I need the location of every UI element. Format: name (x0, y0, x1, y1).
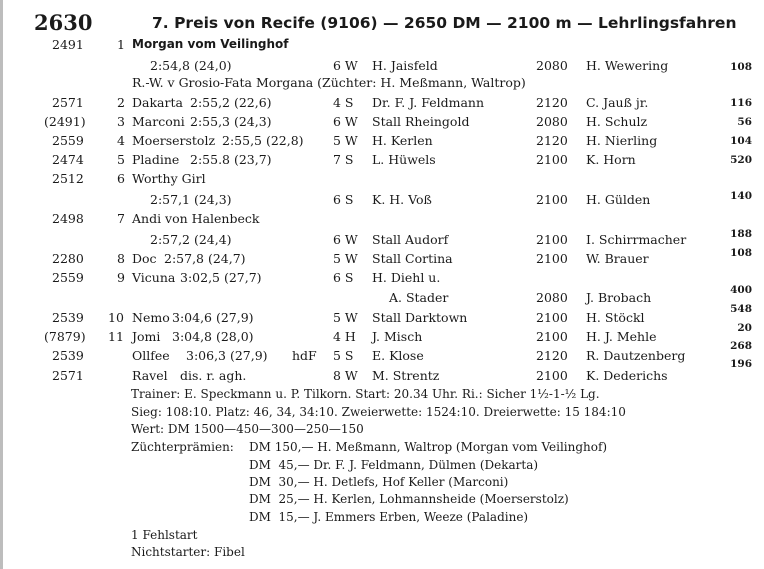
prev-race: 2571 (52, 95, 84, 110)
owner: Stall Darktown (372, 310, 468, 325)
horse-age-sex: 6 S (333, 192, 354, 207)
horse-name: Pladine (132, 152, 180, 167)
breeder-prize: DM 150,— H. Meßmann, Waltrop (Morgan vom Veilinghof) (249, 440, 608, 454)
race-time: dis. r. agh. (180, 368, 247, 383)
horse-age-sex: 8 W (333, 368, 358, 383)
prev-race: 2498 (52, 211, 84, 226)
quote: 108 (730, 61, 752, 73)
driver: H. Schulz (586, 114, 648, 129)
breeder-prize: DM 45,— Dr. F. J. Feldmann, Dülmen (Dekarta) (249, 458, 539, 472)
payout-line: Sieg: 108:10. Platz: 46, 34, 34:10. Zweierwette: 1524:10. Dreierwette: 15 184:10 (131, 405, 626, 419)
finish-position: 10 (108, 310, 124, 325)
owner: Stall Rheingold (372, 114, 470, 129)
non-starters-note: Nichtstarter: Fibel (131, 545, 245, 559)
distance: 2100 (536, 192, 568, 207)
prev-race: 2571 (52, 368, 84, 383)
horse-age-sex: 6 W (333, 58, 358, 73)
driver: I. Schirrmacher (586, 232, 687, 247)
owner: M. Strentz (372, 368, 440, 383)
horse-age-sex: 5 W (333, 133, 358, 148)
horse-age-sex: 5 W (333, 251, 358, 266)
horse-age-sex: 5 W (333, 310, 358, 325)
horse-name: Ollfee (132, 348, 170, 363)
distance: 2100 (536, 329, 568, 344)
finish-position: 1 (117, 37, 125, 52)
race-time: 2:55.8 (23,7) (190, 152, 272, 167)
race-time: 3:04,8 (28,0) (172, 329, 254, 344)
driver: W. Brauer (586, 251, 649, 266)
owner: H. Kerlen (372, 133, 433, 148)
finish-position: 11 (108, 329, 124, 344)
distance: 2080 (536, 290, 568, 305)
race-title: 7. Preis von Recife (9106) — 2650 DM — 2100 m — Lehrlingsfahren (152, 14, 737, 32)
horse-name: Marconi (132, 114, 185, 129)
horse-age-sex: 6 W (333, 114, 358, 129)
race-time: 2:54,8 (24,0) (150, 58, 232, 73)
distance: 2100 (536, 368, 568, 383)
horse-age-sex: 7 S (333, 152, 354, 167)
quote: 104 (730, 135, 752, 147)
breeder-prizes-label: Züchterprämien: (131, 440, 234, 454)
distance: 2100 (536, 310, 568, 325)
disqualification-note: hdF (292, 348, 317, 363)
owner: J. Misch (372, 329, 423, 344)
finish-position: 5 (117, 152, 125, 167)
horse-name: Dakarta (132, 95, 183, 110)
quote: 520 (730, 154, 752, 166)
prev-race: 2539 (52, 348, 84, 363)
finish-position: 7 (117, 211, 125, 226)
owner: Stall Cortina (372, 251, 453, 266)
finish-position: 4 (117, 133, 125, 148)
finish-position: 3 (117, 114, 125, 129)
trainer-start-line: Trainer: E. Speckmann u. P. Tilkorn. Start: 20.34 Uhr. Ri.: Sicher 1½-1-½ Lg. (131, 387, 600, 401)
distance: 2120 (536, 95, 568, 110)
breeder-prize: DM 15,— J. Emmers Erben, Weeze (Paladine) (249, 510, 529, 524)
quote: 20 (737, 322, 752, 334)
quote: 116 (730, 97, 752, 109)
breeder-prize: DM 25,— H. Kerlen, Lohmannsheide (Moerserstolz) (249, 492, 569, 506)
horse-name: Jomi (132, 329, 161, 344)
distance: 2080 (536, 114, 568, 129)
prev-race: 2474 (52, 152, 84, 167)
race-time: 3:02,5 (27,7) (180, 270, 262, 285)
owner-second-line: A. Stader (389, 290, 449, 305)
quote: 188 (730, 228, 752, 240)
false-start-note: 1 Fehlstart (131, 528, 198, 542)
race-time: 3:04,6 (27,9) (172, 310, 254, 325)
race-time: 2:55,2 (22,6) (190, 95, 272, 110)
distance: 2100 (536, 232, 568, 247)
horse-age-sex: 5 S (333, 348, 354, 363)
horse-name: Nemo (132, 310, 170, 325)
horse-name: Vicuna (132, 270, 176, 285)
quote: 548 (730, 303, 752, 315)
prev-race: 2539 (52, 310, 84, 325)
pedigree-line: R.-W. v Grosio-Fata Morgana (Züchter: H. Meßmann, Waltrop) (132, 75, 526, 90)
owner: L. Hüwels (372, 152, 436, 167)
prev-race: 2559 (52, 133, 84, 148)
horse-name: Ravel (132, 368, 168, 383)
driver: H. Gülden (586, 192, 651, 207)
driver: H. Wewering (586, 58, 669, 73)
horse-age-sex: 4 S (333, 95, 354, 110)
prev-race: 2559 (52, 270, 84, 285)
prev-race: 2512 (52, 171, 84, 186)
prize-money-line: Wert: DM 1500—450—300—250—150 (131, 422, 364, 436)
horse-name: Doc (132, 251, 157, 266)
finish-position: 9 (117, 270, 125, 285)
race-time: 2:55,3 (24,3) (190, 114, 272, 129)
driver: R. Dautzenberg (586, 348, 686, 363)
owner: H. Jaisfeld (372, 58, 438, 73)
owner: Dr. F. J. Feldmann (372, 95, 485, 110)
prev-race: (2491) (44, 114, 86, 129)
breeder-prize: DM 30,— H. Detlefs, Hof Keller (Marconi) (249, 475, 509, 489)
driver: H. J. Mehle (586, 329, 657, 344)
distance: 2080 (536, 58, 568, 73)
owner: H. Diehl u. (372, 270, 441, 285)
horse-age-sex: 6 S (333, 270, 354, 285)
race-time: 2:57,2 (24,4) (150, 232, 232, 247)
race-time: 3:06,3 (27,9) (186, 348, 268, 363)
race-time: 2:57,1 (24,3) (150, 192, 232, 207)
horse-name: Moerserstolz (132, 133, 216, 148)
prev-race: (7879) (44, 329, 86, 344)
race-number: 2630 (34, 10, 93, 35)
horse-name: Andi von Halenbeck (132, 211, 260, 226)
distance: 2100 (536, 251, 568, 266)
distance: 2120 (536, 348, 568, 363)
finish-position: 2 (117, 95, 125, 110)
driver: C. Jauß jr. (586, 95, 649, 110)
quote: 268 (730, 340, 752, 352)
distance: 2120 (536, 133, 568, 148)
driver: J. Brobach (586, 290, 652, 305)
quote: 140 (730, 190, 752, 202)
prev-race: 2280 (52, 251, 84, 266)
horse-age-sex: 6 W (333, 232, 358, 247)
quote: 108 (730, 247, 752, 259)
quote: 56 (737, 116, 752, 128)
owner: Stall Audorf (372, 232, 449, 247)
race-time: 2:55,5 (22,8) (222, 133, 304, 148)
page-edge (0, 0, 3, 569)
horse-name: Worthy Girl (132, 171, 206, 186)
quote: 196 (730, 358, 752, 370)
prev-race: 2491 (52, 37, 84, 52)
horse-name: Morgan vom Veilinghof (132, 37, 289, 51)
driver: K. Dederichs (586, 368, 668, 383)
owner: K. H. Voß (372, 192, 432, 207)
horse-age-sex: 4 H (333, 329, 356, 344)
race-time: 2:57,8 (24,7) (164, 251, 246, 266)
finish-position: 6 (117, 171, 125, 186)
finish-position: 8 (117, 251, 125, 266)
quote: 400 (730, 284, 752, 296)
driver: H. Stöckl (586, 310, 645, 325)
driver: K. Horn (586, 152, 636, 167)
owner: E. Klose (372, 348, 424, 363)
distance: 2100 (536, 152, 568, 167)
driver: H. Nierling (586, 133, 658, 148)
